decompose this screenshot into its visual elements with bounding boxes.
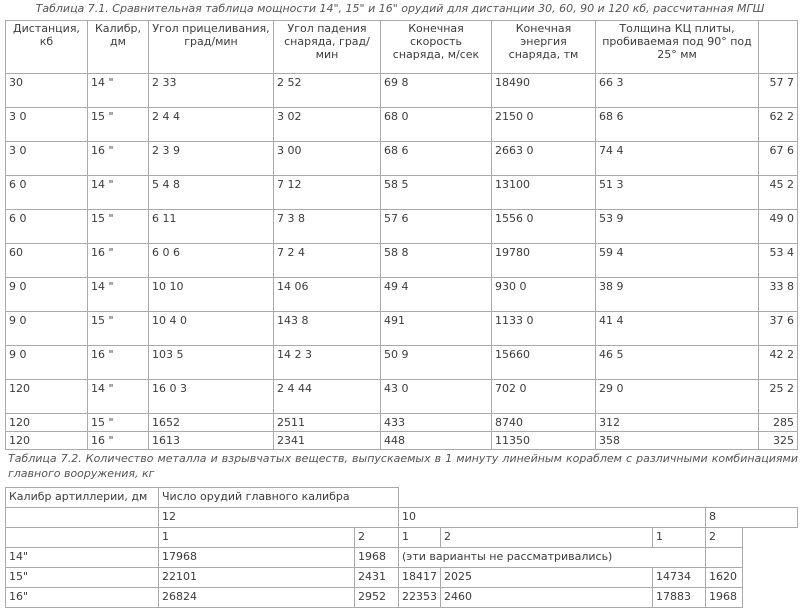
table-cell: 2431 (355, 568, 399, 588)
table-cell: 9 0 (6, 278, 88, 312)
table-cell: 17883 (653, 588, 706, 608)
table-cell: 49 4 (381, 278, 492, 312)
table-cell: 62 2 (759, 108, 798, 142)
table-cell: 30 (6, 74, 88, 108)
table-cell: 43 0 (381, 380, 492, 414)
table-cell: 2025 (441, 568, 653, 588)
sub-12-2: 2 (355, 528, 399, 548)
sub-8-1: 1 (653, 528, 706, 548)
table-cell: 6 0 (6, 210, 88, 244)
power-comparison-table (5, 20, 798, 450)
gun-count-header: Число орудий главного калибра (159, 488, 399, 508)
sub-10-2: 2 (441, 528, 653, 548)
table-row (6, 346, 798, 380)
table-cell: 6 0 (6, 176, 88, 210)
table-cell: 66 3 (596, 74, 759, 108)
table-cell: 2460 (441, 588, 653, 608)
table1-caption: Таблица 7.1. Сравнительная таблица мощности 14", 15" и 16" орудий для дистанции 30, 60, 90 и 120 кб, рассчитанная МГШ (35, 2, 765, 15)
table-cell: 68 6 (381, 142, 492, 176)
table-cell: 17968 (159, 548, 355, 568)
table-cell: 143 8 (274, 312, 381, 346)
table-cell: 14 2 3 (274, 346, 381, 380)
table-cell: 58 8 (381, 244, 492, 278)
table-cell: 15 " (88, 312, 149, 346)
table-cell: 1133 0 (492, 312, 596, 346)
table-cell: 29 0 (596, 380, 759, 414)
table-cell: 10 10 (149, 278, 274, 312)
table-cell: 68 6 (596, 108, 759, 142)
metal-explosives-table (5, 487, 798, 608)
table-cell: 14 " (88, 380, 149, 414)
table-cell: 1620 (706, 568, 743, 588)
table-cell: 9 0 (6, 312, 88, 346)
table-row (6, 380, 798, 414)
table-row (6, 176, 798, 210)
table-row (6, 244, 798, 278)
row-caliber: 16" (6, 588, 159, 608)
table-cell: 14 " (88, 74, 149, 108)
table-cell: 50 9 (381, 346, 492, 380)
table-cell: 103 5 (149, 346, 274, 380)
table-cell: 2150 0 (492, 108, 596, 142)
table-row (6, 414, 798, 432)
table-cell: 2341 (274, 432, 381, 450)
table-cell: 41 4 (596, 312, 759, 346)
table-cell: 13100 (492, 176, 596, 210)
table-cell: 57 7 (759, 74, 798, 108)
table-cell: 33 8 (759, 278, 798, 312)
table-row (6, 108, 798, 142)
table-cell: 9 0 (6, 346, 88, 380)
table-cell: 6 0 6 (149, 244, 274, 278)
table-row (6, 210, 798, 244)
table-cell: 15 " (88, 108, 149, 142)
table-cell: 358 (596, 432, 759, 450)
table-cell: 37 6 (759, 312, 798, 346)
table-cell: 16 " (88, 346, 149, 380)
table-cell (706, 548, 743, 568)
table-cell: 18417 (399, 568, 441, 588)
table-cell: 2511 (274, 414, 381, 432)
table-cell: 49 0 (759, 210, 798, 244)
table-cell: 26824 (159, 588, 355, 608)
table-cell: 2 33 (149, 74, 274, 108)
table-cell: 3 02 (274, 108, 381, 142)
table-cell: 74 4 (596, 142, 759, 176)
table-row (6, 432, 798, 450)
table-cell: 15660 (492, 346, 596, 380)
table-cell: 16 " (88, 244, 149, 278)
table-cell: 2 52 (274, 74, 381, 108)
table-cell: 120 (6, 414, 88, 432)
table2-row-16 (6, 588, 798, 608)
table-cell: 3 0 (6, 142, 88, 176)
caliber-header: Калибр артиллерии, дм (6, 488, 159, 508)
table-row (6, 74, 798, 108)
table-cell: 2 4 44 (274, 380, 381, 414)
table-cell: 14 " (88, 176, 149, 210)
column-header: Угол падения снаряда, град/мин (274, 21, 381, 74)
table-cell: 59 4 (596, 244, 759, 278)
table-cell: 58 5 (381, 176, 492, 210)
table-cell: 16 0 3 (149, 380, 274, 414)
table2-row-15 (6, 568, 798, 588)
table-cell: 491 (381, 312, 492, 346)
table-cell: 60 (6, 244, 88, 278)
table-cell: 3 0 (6, 108, 88, 142)
table-cell: 325 (759, 432, 798, 450)
table-cell: 14734 (653, 568, 706, 588)
table-cell: 69 8 (381, 74, 492, 108)
table-cell: 6 11 (149, 210, 274, 244)
table-cell: 1968 (706, 588, 743, 608)
table-cell: 51 3 (596, 176, 759, 210)
table-cell: 433 (381, 414, 492, 432)
sub-12-1: 1 (159, 528, 355, 548)
table-cell: 11350 (492, 432, 596, 450)
table2-row-14 (6, 548, 798, 568)
count-12: 12 (159, 508, 399, 528)
table-cell: 16 " (88, 432, 149, 450)
table-cell: 1968 (355, 548, 399, 568)
table-cell: 68 0 (381, 108, 492, 142)
column-header: Конечная скорость снаряда, м/сек (381, 21, 492, 74)
column-header: Конечная энергия снаряда, тм (492, 21, 596, 74)
table-cell: 16 " (88, 142, 149, 176)
table-cell: 1652 (149, 414, 274, 432)
table-row (6, 312, 798, 346)
table2-count-row (6, 508, 798, 528)
table-row (6, 278, 798, 312)
table-cell: 14 06 (274, 278, 381, 312)
table-cell: 10 4 0 (149, 312, 274, 346)
table-cell: 53 4 (759, 244, 798, 278)
table-cell: 22101 (159, 568, 355, 588)
table2-caption: Таблица 7.2. Количество металла и взрывчатых веществ, выпускаемых в 1 минуту линейным кораблем с различными комбинациями главного вооружения, кг (8, 452, 798, 480)
column-header: Дистанция, кб (6, 21, 88, 74)
table-cell: 67 6 (759, 142, 798, 176)
table-cell: 120 (6, 380, 88, 414)
table-cell: 15 " (88, 210, 149, 244)
table-cell: 120 (6, 432, 88, 450)
column-header: Калибр, дм (88, 21, 149, 74)
table2-subheader-row (6, 528, 798, 548)
table-cell: 46 5 (596, 346, 759, 380)
column-header: Угол прицеливания, град/мин (149, 21, 274, 74)
table-cell: 38 9 (596, 278, 759, 312)
table-cell: 285 (759, 414, 798, 432)
table-cell: 42 2 (759, 346, 798, 380)
table-cell: 25 2 (759, 380, 798, 414)
table-cell: 22353 (399, 588, 441, 608)
table-cell: 7 3 8 (274, 210, 381, 244)
sub-8-2: 2 (706, 528, 743, 548)
table-cell: 448 (381, 432, 492, 450)
table-cell: 45 2 (759, 176, 798, 210)
column-header: Толщина КЦ плиты, пробиваемая под 90° под 25° мм (596, 21, 759, 74)
table-cell: 7 2 4 (274, 244, 381, 278)
table-cell: 930 0 (492, 278, 596, 312)
column-header (759, 21, 798, 74)
count-8: 8 (706, 508, 798, 528)
table-cell: 18490 (492, 74, 596, 108)
table-cell: 1556 0 (492, 210, 596, 244)
table-cell: 702 0 (492, 380, 596, 414)
table-cell: 2952 (355, 588, 399, 608)
table-cell: 3 00 (274, 142, 381, 176)
table1-header-row (6, 21, 798, 74)
count-10: 10 (399, 508, 706, 528)
table-cell: 312 (596, 414, 759, 432)
table-cell: 2 4 4 (149, 108, 274, 142)
table-cell: 19780 (492, 244, 596, 278)
table-cell: 14 " (88, 278, 149, 312)
row-caliber: 14" (6, 548, 159, 568)
table-row (6, 142, 798, 176)
table-cell: 8740 (492, 414, 596, 432)
sub-10-1: 1 (399, 528, 441, 548)
table-cell: 1613 (149, 432, 274, 450)
table-cell: 2663 0 (492, 142, 596, 176)
table2-header-row (6, 488, 798, 508)
table-cell: 7 12 (274, 176, 381, 210)
table-cell: 15 " (88, 414, 149, 432)
row-caliber: 15" (6, 568, 159, 588)
table-cell: 2 3 9 (149, 142, 274, 176)
table-cell: 57 6 (381, 210, 492, 244)
table-cell: 5 4 8 (149, 176, 274, 210)
not-considered-note: (эти варианты не рассматривались) (399, 548, 706, 568)
table-cell: 53 9 (596, 210, 759, 244)
